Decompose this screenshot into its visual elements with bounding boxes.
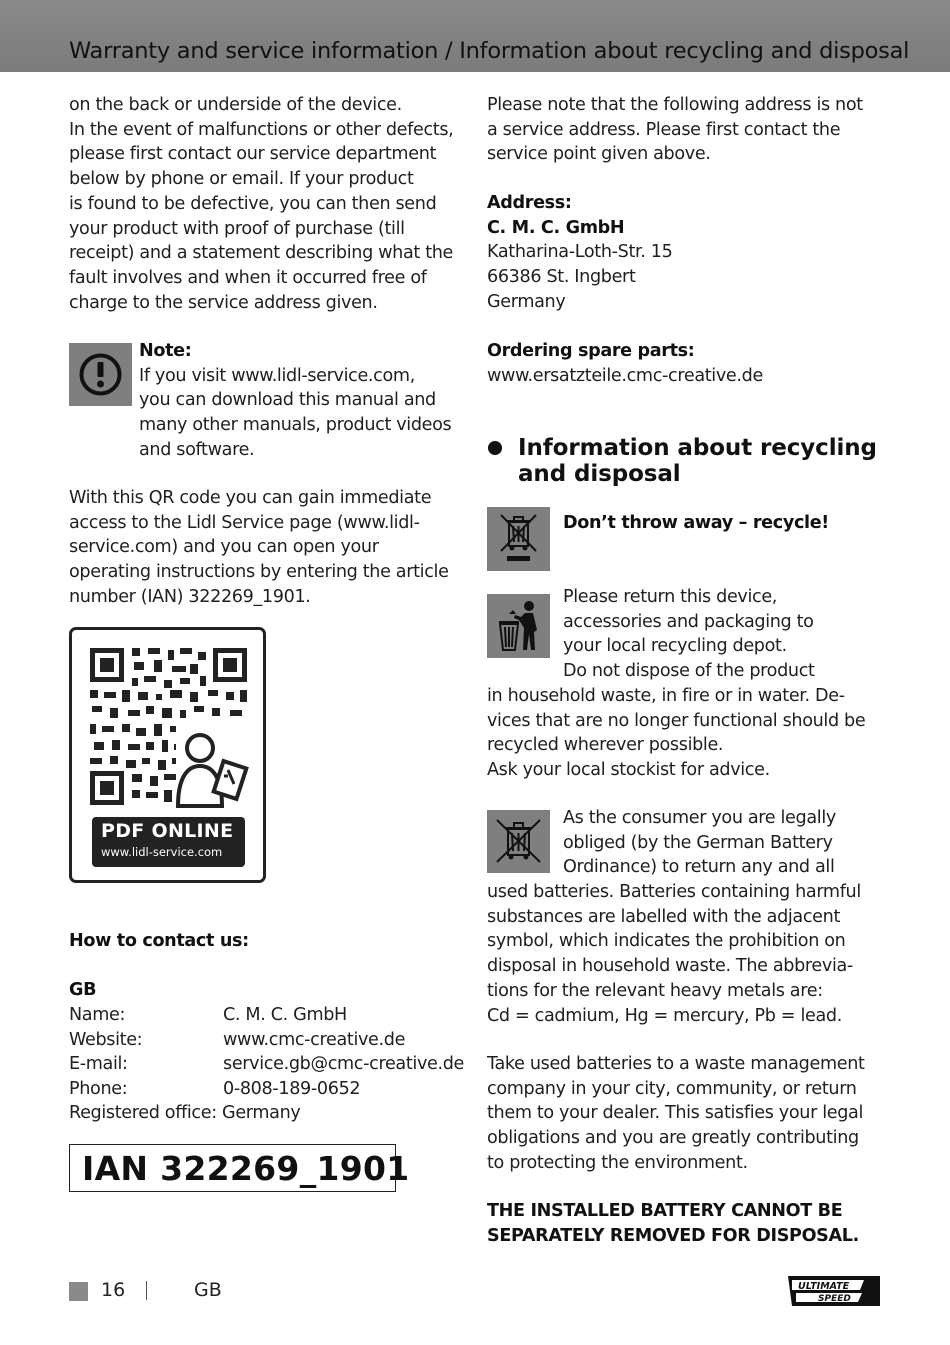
take-batteries-text — [487, 1052, 887, 1176]
text-line: and software. — [139, 439, 255, 460]
text-line: company in your city, community, or return — [487, 1078, 857, 1099]
phone-number: 0-808-189-0652 — [223, 1079, 361, 1099]
registered-office: Registered office: Germany — [69, 1103, 301, 1123]
page-header — [0, 0, 950, 72]
note-title: Note: — [139, 341, 192, 361]
text-line: please first contact our service department — [69, 144, 437, 165]
text-line: vices that are no longer functional should be — [487, 710, 866, 731]
warning-line: THE INSTALLED BATTERY CANNOT BE — [487, 1201, 843, 1221]
text-line: many other manuals, product videos — [139, 415, 452, 436]
intro-paragraph — [69, 93, 464, 315]
contact-row — [69, 1028, 406, 1053]
text-line: your product with proof of purchase (till — [69, 218, 405, 239]
logo-text-1: ULTIMATE — [798, 1281, 850, 1292]
text-line: recycled wherever possible. — [487, 735, 724, 756]
contact-label: Website: — [69, 1030, 143, 1050]
dont-throw-away: Don’t throw away – recycle! — [563, 513, 829, 533]
heading-line: Information about recycling — [518, 435, 877, 461]
text-line: Do not dispose of the product — [563, 661, 815, 682]
address-note — [487, 93, 887, 167]
text-line: Please note that the following address is not — [487, 95, 863, 115]
text-line: receipt) and a statement describing what the — [69, 243, 454, 264]
text-line: is found to be defective, you can then send — [69, 193, 437, 214]
pdf-online-badge — [92, 817, 245, 867]
text-line: In the event of malfunctions or other defects, — [69, 119, 454, 140]
text-line: in household waste, in fire or in water. De- — [487, 686, 845, 706]
crossed-bin-icon — [487, 810, 550, 873]
text-line: a service address. Please first contact the — [487, 119, 841, 140]
person-recycling-icon — [487, 594, 550, 658]
text-line: your local recycling depot. — [563, 636, 787, 657]
text-line: operating instructions by entering the article — [69, 562, 449, 583]
return-device-text — [563, 585, 815, 684]
text-line: obligations and you are greatly contributing — [487, 1128, 859, 1149]
text-line: Ask your local stockist for advice. — [487, 760, 770, 781]
battery-text — [487, 880, 887, 1028]
text-line: access to the Lidl Service page (www.lidl- — [69, 512, 420, 533]
heading-line: and disposal — [518, 461, 681, 487]
text-line: Please return this device, — [563, 587, 778, 607]
qr-paragraph — [69, 486, 464, 610]
household-waste-text — [487, 684, 887, 783]
battery-warning — [487, 1199, 887, 1248]
contact-value: C. M. C. GmbH — [223, 1005, 347, 1025]
page-number: 16 — [101, 1279, 126, 1301]
footer-marker — [69, 1282, 88, 1301]
text-line: Ordinance) to return any and all — [563, 857, 835, 878]
contact-row — [69, 1077, 361, 1102]
spare-parts-heading: Ordering spare parts: — [487, 341, 695, 361]
address-line: 66386 St. Ingbert — [487, 267, 636, 288]
text-line: on the back or underside of the device. — [69, 95, 402, 115]
text-line: to protecting the environment. — [487, 1152, 748, 1173]
note-block — [139, 339, 469, 463]
text-line: symbol, which indicates the prohibition on — [487, 931, 846, 952]
text-line: below by phone or email. If your product — [69, 169, 414, 190]
contact-label: Name: — [69, 1005, 126, 1025]
footer-divider — [146, 1281, 147, 1300]
address-company: C. M. C. GmbH — [487, 217, 625, 238]
text-line: service.com) and you can open your — [69, 537, 379, 558]
website-link[interactable]: www.cmc-creative.de — [223, 1030, 406, 1050]
footer-language: GB — [194, 1279, 222, 1301]
address-line: Germany — [487, 291, 566, 312]
exclamation-icon — [69, 343, 132, 406]
text-line: Take used batteries to a waste management — [487, 1054, 865, 1074]
text-line: Cd = cadmium, Hg = mercury, Pb = lead. — [487, 1005, 842, 1026]
logo-text-2: SPEED — [818, 1294, 851, 1304]
text-line: With this QR code you can gain immediate — [69, 488, 432, 508]
contact-label: E-mail: — [69, 1054, 128, 1074]
contact-row — [69, 1052, 465, 1077]
text-line: disposal in household waste. The abbrevia- — [487, 956, 853, 977]
text-line: obliged (by the German Battery — [563, 832, 833, 853]
text-line: accessories and packaging to — [563, 611, 814, 632]
text-line: As the consumer you are legally — [563, 808, 836, 828]
spare-parts-block — [487, 339, 887, 388]
ultimate-speed-logo — [788, 1276, 880, 1306]
header-title: Warranty and service information / Information about recycling and disposal — [69, 38, 910, 64]
text-line: If you visit www.lidl-service.com, — [139, 365, 415, 386]
contact-heading: How to contact us: — [69, 931, 249, 951]
spare-parts-link[interactable]: www.ersatzteile.cmc-creative.de — [487, 365, 763, 386]
address-line: Katharina-Loth-Str. 15 — [487, 242, 673, 263]
qr-code-icon — [72, 630, 263, 815]
contact-label: Phone: — [69, 1079, 128, 1099]
text-line: charge to the service address given. — [69, 292, 378, 313]
qr-code-card[interactable] — [69, 627, 266, 883]
text-line: them to your dealer. This satisfies your legal — [487, 1103, 864, 1124]
battery-obligation-text — [563, 806, 836, 880]
text-line: service point given above. — [487, 144, 711, 165]
pdf-badge-url: www.lidl-service.com — [101, 845, 223, 859]
ian-number: IAN 322269_1901 — [82, 1149, 410, 1188]
warning-line: SEPARATELY REMOVED FOR DISPOSAL. — [487, 1225, 859, 1246]
contact-row — [69, 1003, 347, 1028]
address-block — [487, 191, 887, 315]
contact-country: GB — [69, 980, 97, 1000]
text-line: used batteries. Batteries containing harmful — [487, 882, 861, 902]
text-line: number (IAN) 322269_1901. — [69, 586, 311, 607]
ian-box — [69, 1144, 410, 1192]
address-heading: Address: — [487, 193, 572, 213]
text-line: tions for the relevant heavy metals are: — [487, 980, 823, 1001]
pdf-badge-title: PDF ONLINE — [101, 820, 234, 842]
bullet-icon — [488, 441, 502, 455]
crossed-bin-icon — [487, 507, 550, 571]
text-line: substances are labelled with the adjacent — [487, 906, 841, 927]
text-line: you can download this manual and — [139, 390, 436, 411]
recycling-heading — [518, 435, 877, 487]
email-link[interactable]: service.gb@cmc-creative.de — [223, 1054, 465, 1074]
text-line: fault involves and when it occurred free of — [69, 267, 427, 288]
